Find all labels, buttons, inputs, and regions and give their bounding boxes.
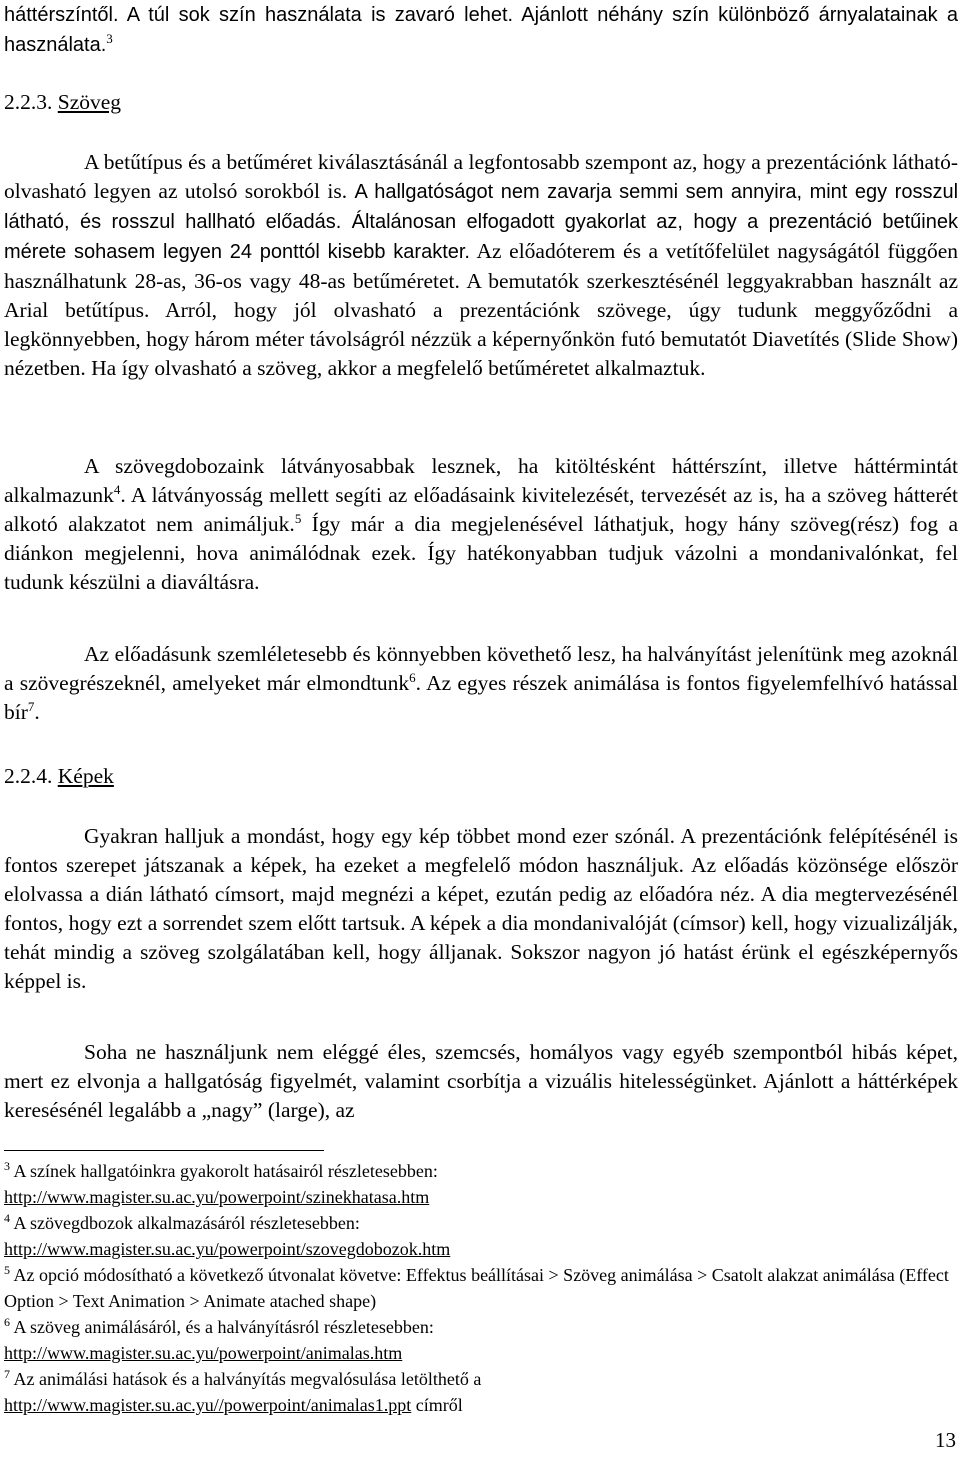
section-title: Képek [57,764,114,788]
text-p1-b: A hallgatóságot nem zavarja semmi sem annyira, mint egy rosszul látható, és rosszul hallható előadás. Általánosan elfogadott gyakorlat az, hogy a prezentáció betűinek mérete sohasem legyen 24 ponttól kisebb karakter. [4,181,959,263]
footnote-7: $^7$ Az animálási hatások és a halványítás megvalósulása letölthető a http://www.magister.su.ac.yu//powerpoint/animalas1.ppt címről [4,1367,482,1415]
footnote-ref-3: 3 [106,30,113,46]
footnote-link[interactable]: http://www.magister.su.ac.yu/powerpoint/animalas.htm [4,1343,403,1363]
footnote-4: $^4$ A szövegdbozok alkalmazásáról részletesebben: http://www.magister.su.ac.yu/powerpoint/szovegdobozok.htm [4,1211,451,1259]
footnote-ref-4: 4 [113,481,121,497]
text-p3-b: . Az egyes részek animálása is fontos figyelemfelhívó hatással bír [4,671,958,724]
footnote-link[interactable]: http://www.magister.su.ac.yu/powerpoint/szovegdobozok.htm [4,1239,451,1259]
footnote-6: $^6$ A szöveg animálásáról, és a halványításról részletesebben: http://www.magister.su.ac.yu/powerpoint/animalas.htm [4,1315,434,1363]
footnote-link[interactable]: http://www.magister.su.ac.yu/powerpoint/szinekhatasa.htm [4,1187,430,1207]
text-p2-a: A szövegdobozaink látványosabbak lesznek, ha kitöltésként háttérszínt, illetve háttérmintát alkalmazunk [4,454,958,507]
text-p2-b: . A látványosság mellett segíti az előadásaink kivitelezését, tervezését az is, ha a szöveg hátterét alkotó alakzatot nem animáljuk. [4,483,958,536]
footnote-ref-6: 6 [409,669,416,685]
text-p1-a: A betűtípus és a betűméret kiválasztásánál a legfontosabb szempont az, hogy a prezentációnk látható-olvasható legyen az utolsó sorokból is. [4,150,958,203]
footnote-3: $^3$ A színek hallgatóinkra gyakorolt hatásairól részletesebben: http://www.magister.su.ac.yu/powerpoint/szinekhatasa.htm [4,1159,438,1207]
images-paragraph-2: Soha ne használjunk nem eléggé éles, szemcsés, homályos vagy egyéb szempontból hibás képet, mert ez elvonja a hallgatóság figyelmét, valamint csorbítja a vizuális hitelességünket. Ajánlott a háttérképek keresésénél legalább a „nagy” (large), az [4,1040,958,1122]
text-paragraph-3 [4,640,958,727]
footnote-ref-7: 7 [27,698,35,714]
footnote-link[interactable]: http://www.magister.su.ac.yu//powerpoint/animalas1.ppt [4,1395,412,1415]
text-p3-c: . [34,700,40,724]
text-p1-c: Az előadóterem és a vetítőfelület nagyságától függően használhatunk 28-as, 36-os vagy 48-as betűméretet. A bemutatók szerkesztésénél leggyakrabban használt az Arial betűtípus. Arról, hogy jól olvasható a prezentációnk szövege, úgy tudunk meggyőződni a legkönnyebben, hogy három méter távolságról nézzük a képernyőnkön futó bemutatót Diavetítés (Slide Show) nézetben. Ha így olvasható a szöveg, akkor a megfelelő betűméretet alkalmaztuk. [4,239,959,380]
section-number: 2.2.3. [4,90,53,114]
intro-text: háttérszíntől. A túl sok szín használata is zavaró lehet. Ajánlott néhány szín különböző árnyalatainak a használata. [4,4,958,56]
text-p2-c: Így már a dia megjelenésével láthatjuk, hogy hány szöveg(rész) fog a diánkon megjelenni, hova animálódnak ezek. Így hatékonyabban tudjuk vázolni a mondanivalónkat, fel tudunk készülni a diaváltásra. [4,512,958,594]
section-heading-text [4,88,121,117]
section-number: 2.2.4. [4,764,53,788]
images-paragraph-1: Gyakran halljuk a mondást, hogy egy kép többet mond ezer szónál. A prezentációnk felépítésénél is fontos szerepet játszanak a képek, ha ezeket a megfelelő módon használjuk. Az előadás közönsége először elolvassa a dián látható címsort, majd megnézi a képet, ezután pedig az előadóra néz. A dia megtervezésénél fontos, hogy ezt a sorrendet szem előtt tartsuk. A képek a dia mondanivalóját (címsor) kell, hogy vizualizálják, tehát mindig a szöveg szolgálatában kell, hogy álljanak. Sokszor nagyon jó hatást érünk el egészképernyős képpel is. [4,824,958,993]
footnote-5: $^5$ Az opció módosítható a következő útvonalat követve: Effektus beállításai > Szöveg animálása > Csatolt alakzat animálása (Effect Option > Text Animation > Animate atached shape) [4,1263,949,1311]
text-p3-a: Az előadásunk szemléletesebb és könnyebben követhető lesz, ha halványítást jelenítünk meg azoknál a szövegrészeknél, amelyeket már elmondtunk [4,642,958,695]
section-title: Szöveg [57,90,122,114]
page-number: 13 [935,1428,956,1452]
section-heading-images [4,762,114,791]
footnote-ref-5: 5 [294,510,302,526]
text-paragraph-1 [4,148,958,383]
text-paragraph-2 [4,452,958,597]
footnote-separator [4,1150,324,1151]
intro-paragraph [4,0,958,60]
